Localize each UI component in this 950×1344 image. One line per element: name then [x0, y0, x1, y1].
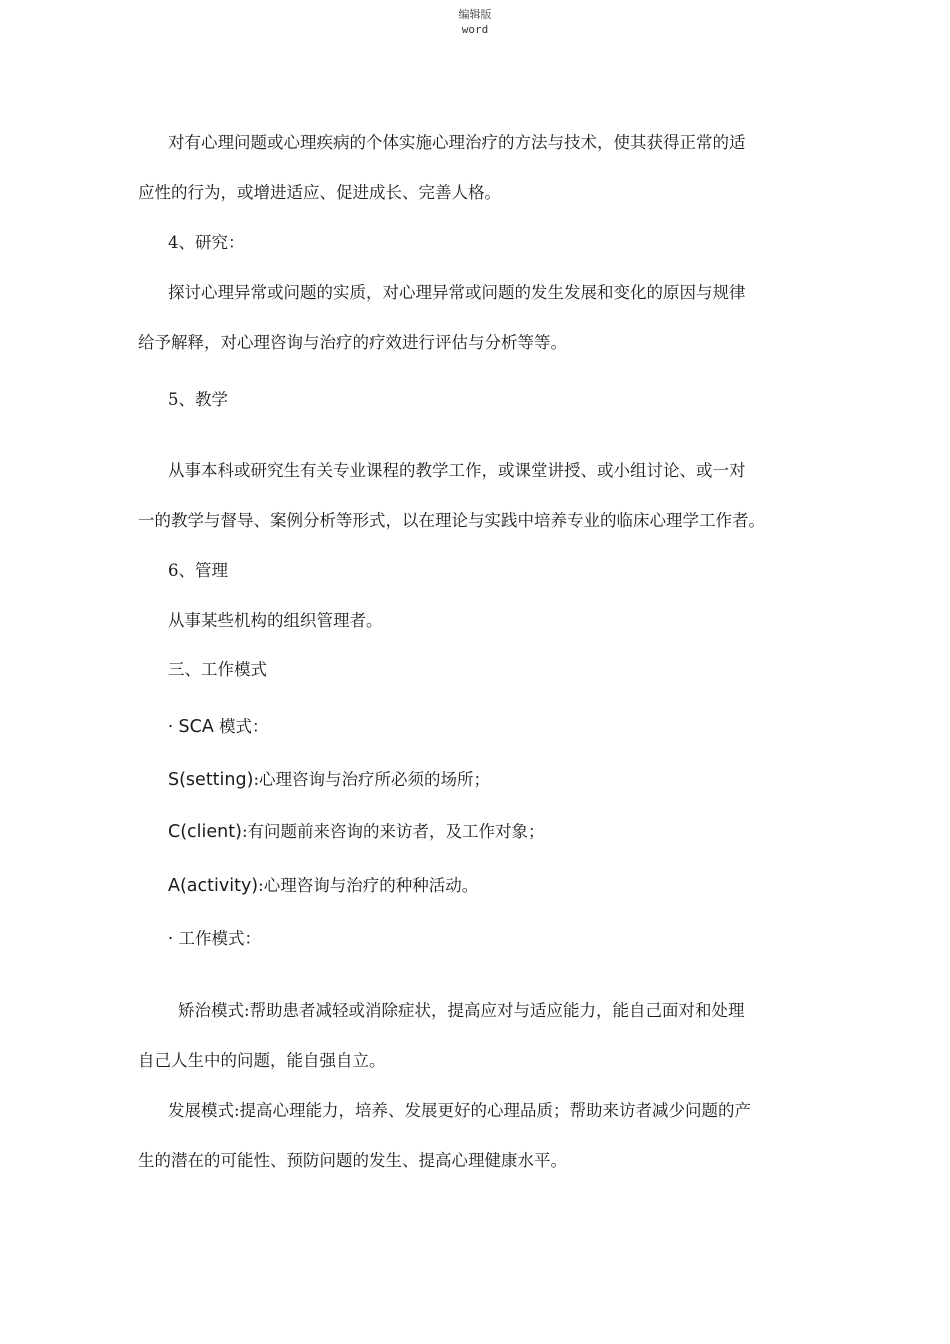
paragraph-line: 给予解释，对心理咨询与治疗的疗效进行评估与分析等等。 — [138, 333, 567, 352]
paragraph-line: 发展模式:提高心理能力，培养、发展更好的心理品质；帮助来访者减少问题的产 — [168, 1101, 752, 1120]
paragraph-line: 探讨心理异常或问题的实质，对心理异常或问题的发生发展和变化的原因与规律 — [168, 283, 746, 302]
paragraph-line: 从事某些机构的组织管理者。 — [168, 611, 383, 630]
sca-item-setting — [168, 770, 490, 790]
work-mode-heading: · 工作模式： — [168, 929, 261, 948]
heading-research: 4、研究： — [168, 233, 245, 252]
term-label: A(activity) — [168, 876, 259, 896]
term-definition: :有问题前来咨询的来访者，及工作对象； — [241, 822, 545, 841]
sca-item-client — [168, 822, 545, 842]
sca-label: SCA — [178, 717, 214, 737]
paragraph-line: 矫治模式:帮助患者减轻或消除症状，提高应对与适应能力，能自己面对和处理 — [178, 1001, 745, 1020]
paragraph-line: 应性的行为，或增进适应、促进成长、完善人格。 — [138, 183, 501, 202]
term-definition: :心理咨询与治疗的种种活动。 — [258, 876, 479, 895]
header-title: 编辑版 — [458, 8, 492, 21]
term-label: C(client) — [168, 822, 242, 842]
paragraph-line: 从事本科或研究生有关专业课程的教学工作，或课堂讲授、或小组讨论、或一对 — [168, 461, 746, 480]
sca-suffix: 模式： — [213, 717, 269, 736]
section-heading: 三、工作模式 — [168, 660, 267, 679]
term-label: S(setting) — [168, 770, 254, 790]
heading-teaching: 5、教学 — [168, 390, 228, 409]
paragraph-line: 一的教学与督导、案例分析等形式，以在理论与实践中培养专业的临床心理学工作者。 — [138, 511, 765, 530]
heading-management: 6、管理 — [168, 561, 228, 580]
header-subtitle: word — [461, 23, 489, 36]
paragraph-line: 对有心理问题或心理疾病的个体实施心理治疗的方法与技术，使其获得正常的适 — [168, 133, 746, 152]
sca-item-activity — [168, 876, 478, 896]
paragraph-line: 自己人生中的问题，能自强自立。 — [138, 1051, 386, 1070]
paragraph-line: 生的潜在的可能性、预防问题的发生、提高心理健康水平。 — [138, 1151, 567, 1170]
bullet: · — [168, 717, 179, 736]
term-definition: :心理咨询与治疗所必须的场所； — [253, 770, 490, 789]
sca-heading — [168, 717, 269, 737]
